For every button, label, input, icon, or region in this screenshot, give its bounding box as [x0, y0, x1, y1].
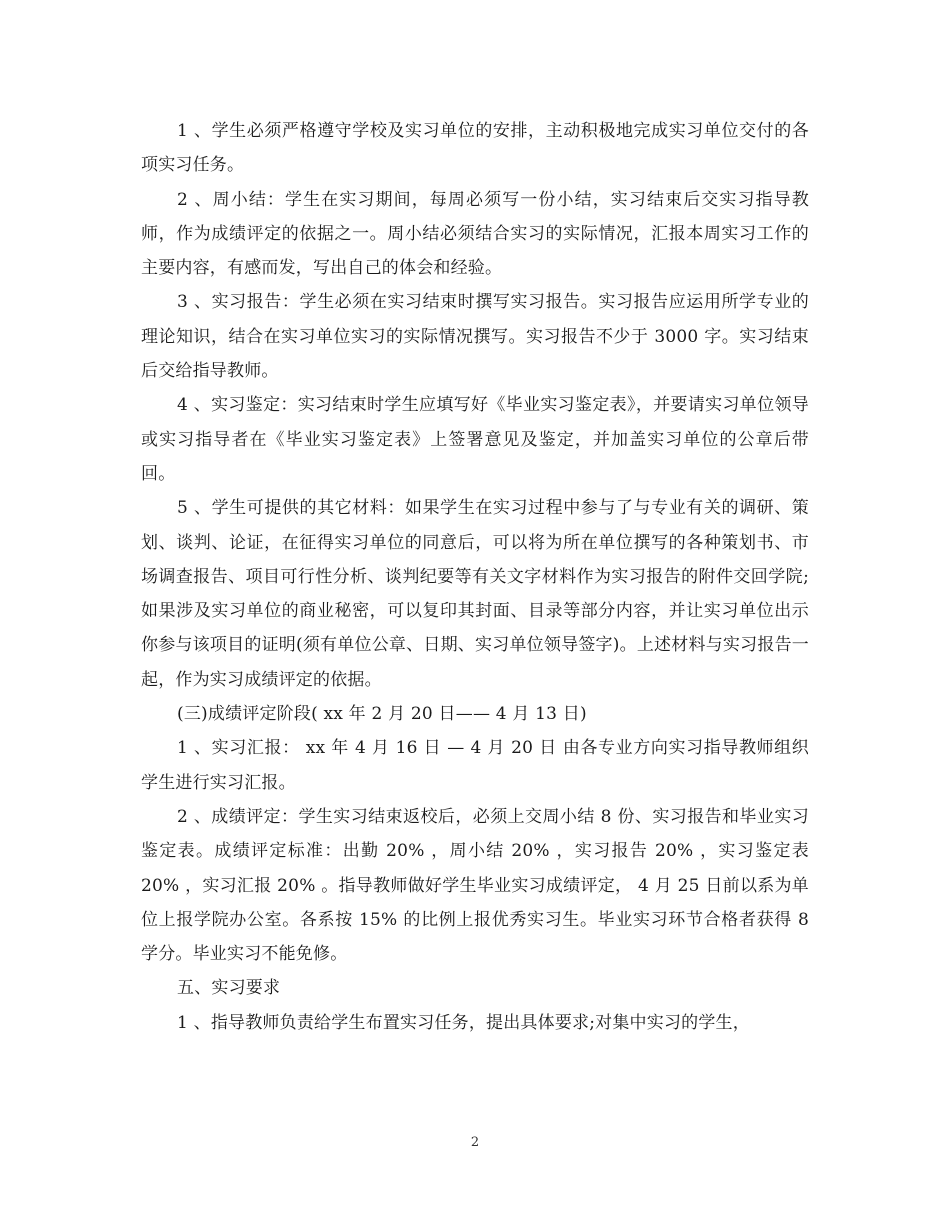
section-heading-grading-stage: (三)成绩评定阶段( xx 年 2 月 20 日—— 4 月 13 日)	[177, 704, 587, 725]
paragraph-grading-2-evaluation: 2 、成绩评定：学生实习结束返校后，必须上交周小结 8 份、实习报告和毕业实习鉴定表。成绩评定标准：出勤 20% ，周小结 20% ，实习报告 20% ，实习鉴定表 20% ，实习汇报 20% 。指导教师做好学生毕业实习成绩评定， 4 月 25 日前以系为单位上报学院办公室。各系按 15% 的比例上报优秀实习生。毕业实习环节合格者获得 8 学分。毕业实习不能免修。	[141, 806, 809, 965]
paragraph-rule-4-appraisal: 4 、实习鉴定：实习结束时学生应填写好《毕业实习鉴定表》，并要请实习单位领导或实习指导者在《毕业实习鉴定表》上签署意见及鉴定，并加盖实习单位的公章后带回。	[141, 395, 809, 484]
paragraph-rule-3-internship-report: 3 、实习报告：学生必须在实习结束时撰写实习报告。实习报告应运用所学专业的理论知识，结合在实习单位实习的实际情况撰写。实习报告不少于 3000 字。实习结束后交给指导教师。	[141, 292, 809, 382]
section-heading-requirements: 五、实习要求	[177, 978, 281, 999]
paragraph-rule-2-weekly-summary: 2 、周小结：学生在实习期间，每周必须写一份小结，实习结束后交实习指导教师，作为成绩评定的依据之一。周小结必须结合实习的实际情况，汇报本周实习工作的主要内容，有感而发，写出自己的体会和经验。	[141, 189, 809, 279]
paragraph-requirement-1-instructor: 1 、指导教师负责给学生布置实习任务，提出具体要求;对集中实习的学生，	[177, 1012, 750, 1033]
paragraph-grading-1-report-session: 1 、实习汇报： xx 年 4 月 16 日 — 4 月 20 日 由各专业方向实习指导教师组织学生进行实习汇报。	[141, 738, 809, 793]
paragraph-rule-1-obey: 1 、学生必须严格遵守学校及实习单位的安排，主动积极地完成实习单位交付的各项实习任务。	[141, 121, 809, 176]
page-number: 2	[470, 1135, 480, 1150]
paragraph-rule-5-other-materials: 5 、学生可提供的其它材料：如果学生在实习过程中参与了与专业有关的调研、策划、谈判、论证，在征得实习单位的同意后，可以将为所在单位撰写的各种策划书、市场调查报告、项目可行性分析、谈判纪要等有关文字材料作为实习报告的附件交回学院;如果涉及实习单位的商业秘密，可以复印其封面、目录等部分内容，并让实习单位出示你参与该项目的证明(须有单位公章、日期、实习单位领导签字)。上述材料与实习报告一起，作为实习成绩评定的依据。	[141, 498, 809, 690]
document-body	[141, 114, 809, 1040]
